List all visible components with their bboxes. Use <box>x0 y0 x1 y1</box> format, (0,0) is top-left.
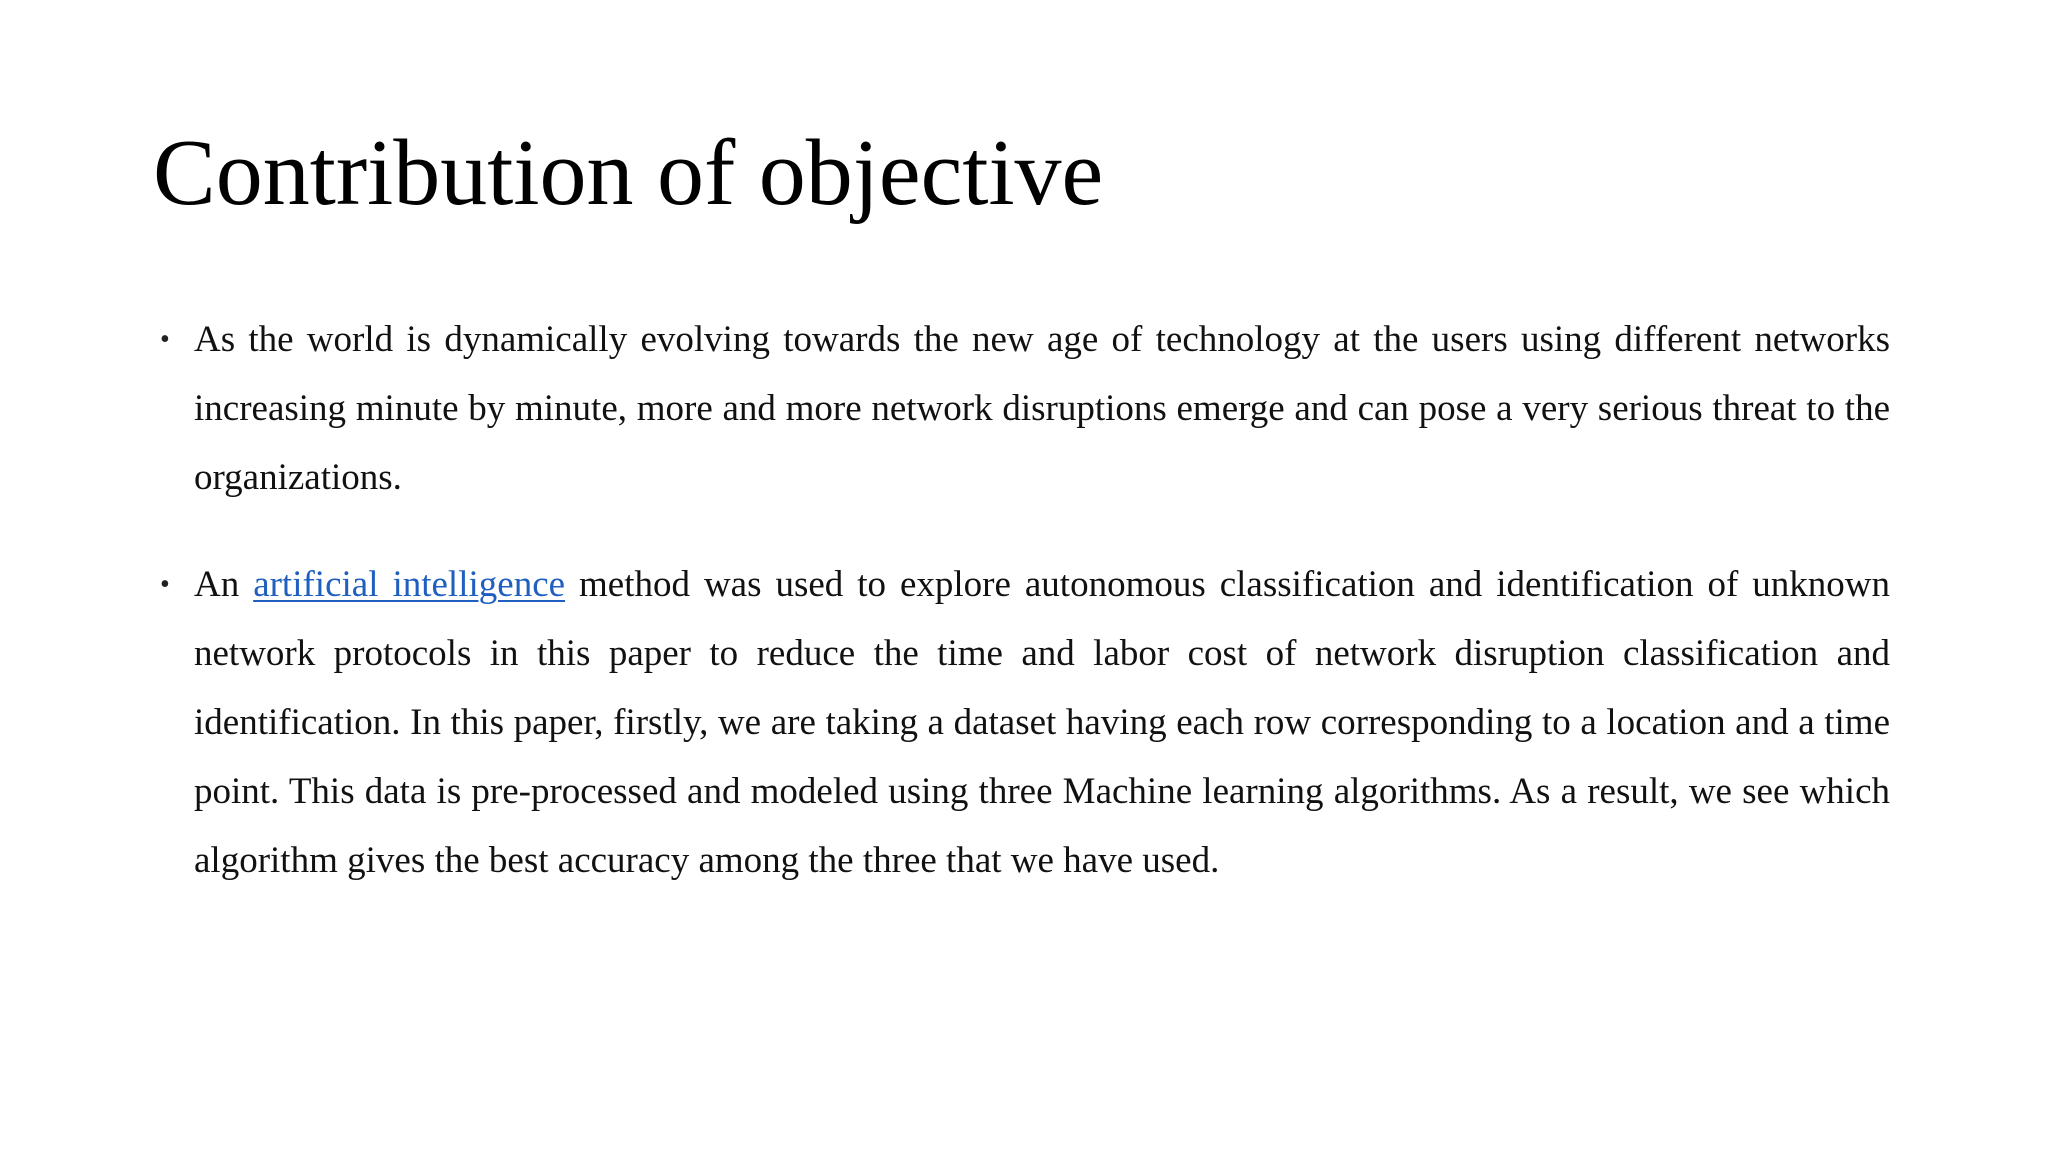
bullet-item-2 <box>160 550 1890 895</box>
artificial-intelligence-link[interactable]: artificial intelligence <box>253 564 566 605</box>
bullet-text-1: As the world is dynamically evolving towards the new age of technology at the users using different networks increasing minute by minute, more and more network disruptions emerge and can pose a very serious threat to the organizations. <box>194 319 1890 498</box>
bullet-list <box>160 305 1890 895</box>
bullet-icon: • <box>160 569 170 600</box>
bullet-item-1 <box>160 305 1890 512</box>
bullet-text-2-suffix: method was used to explore autonomous classification and identification of unknown network protocols in this paper to reduce the time and labor cost of network disruption classification and identification. In this paper, firstly, we are taking a dataset having each row corresponding to a location and a time point. This data is pre-processed and modeled using three Machine learning algorithms. As a result, we see which algorithm gives the best accuracy among the three that we have used. <box>194 564 1890 881</box>
slide-title: Contribution of objective <box>153 121 1104 225</box>
bullet-text-2-prefix: An <box>194 564 254 605</box>
bullet-icon: • <box>160 324 170 355</box>
